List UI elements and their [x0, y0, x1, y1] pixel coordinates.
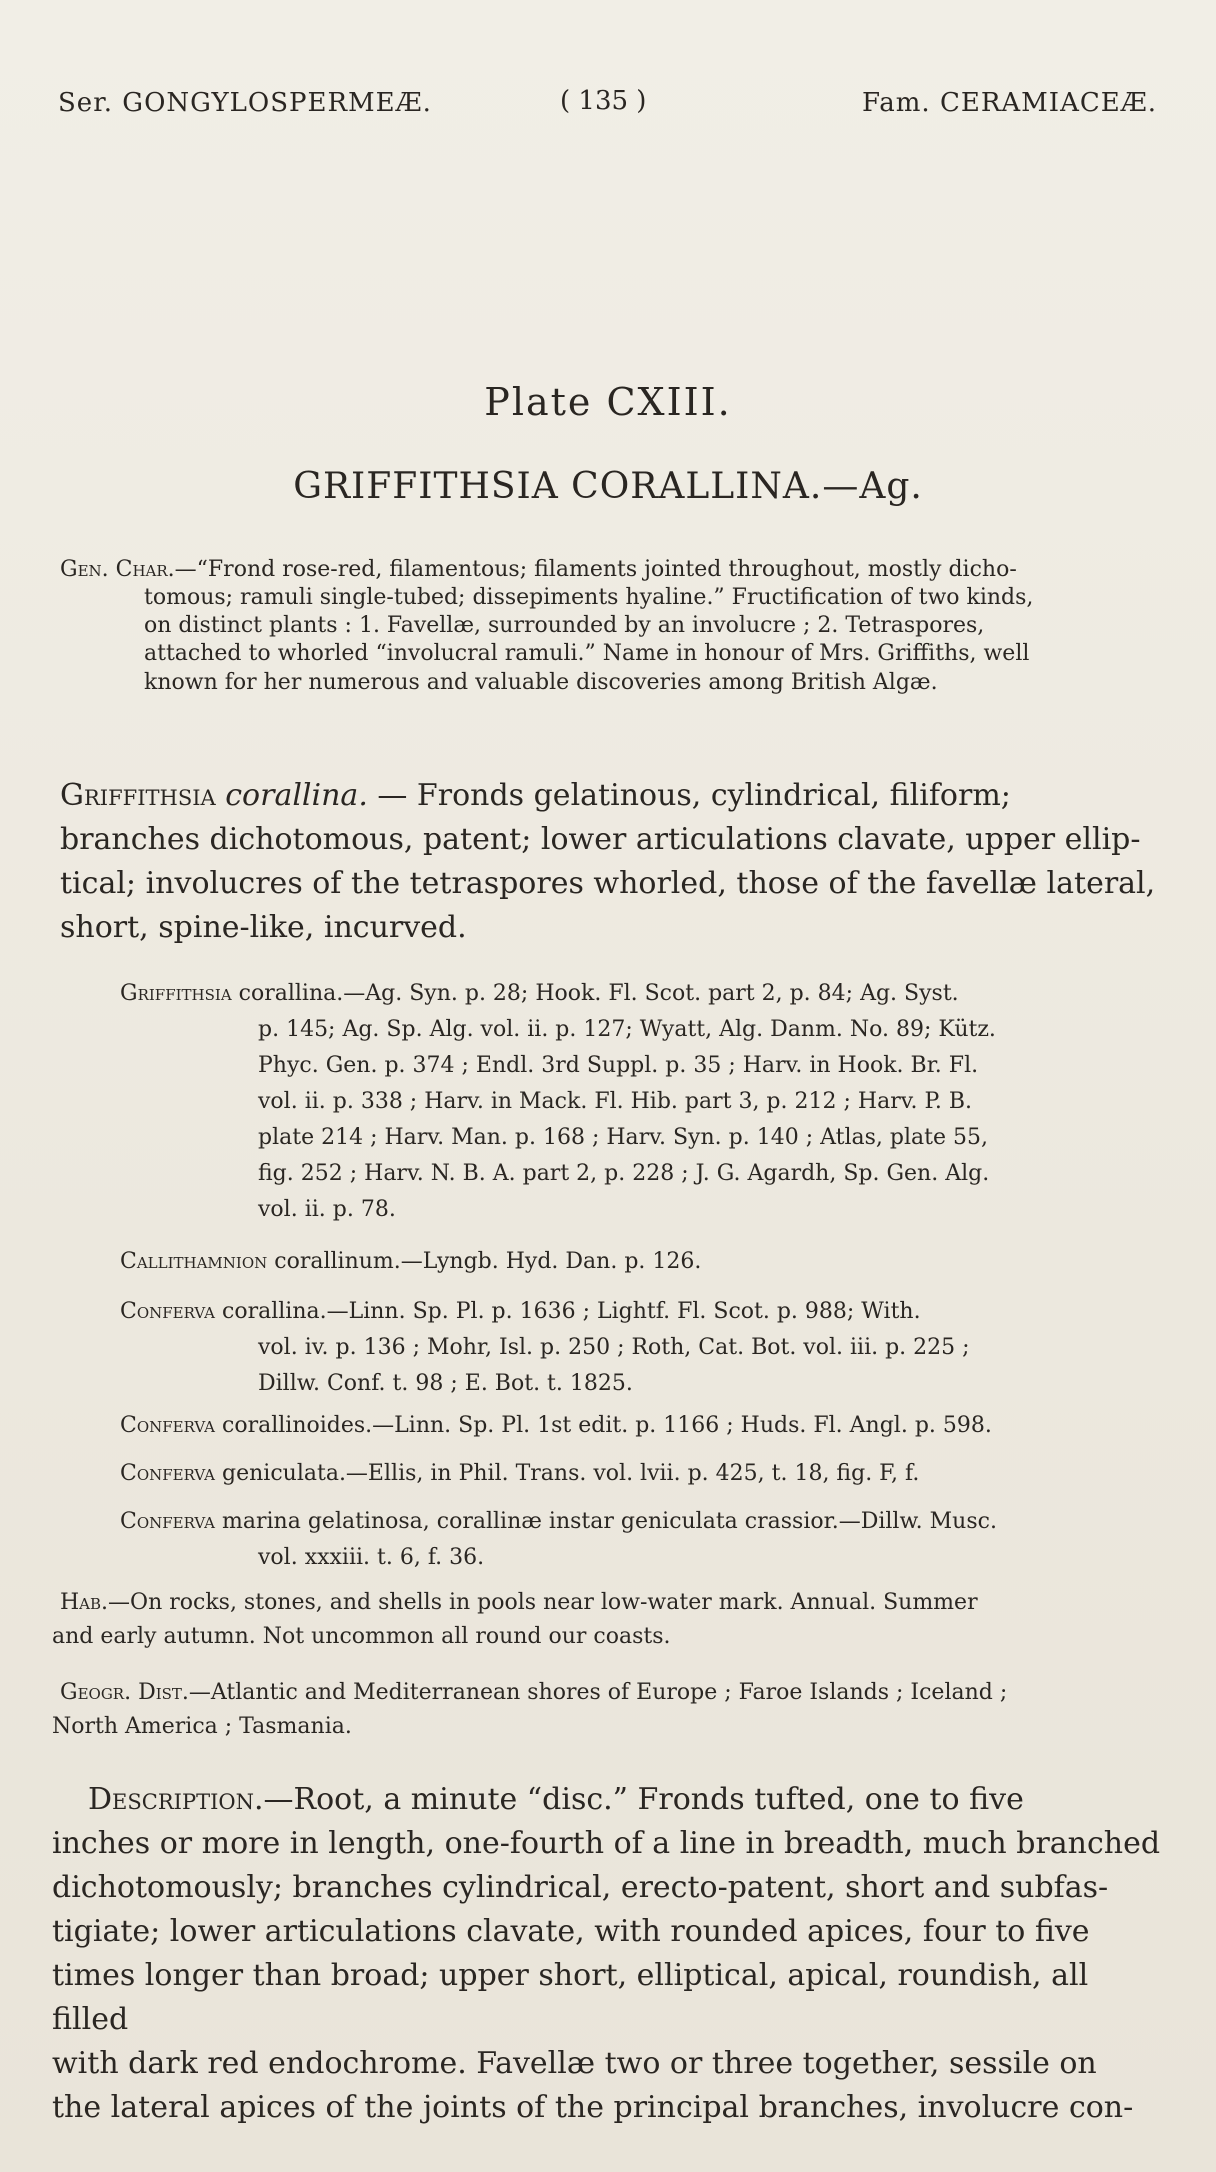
gen-char-label: Gen. Char.— — [60, 557, 197, 582]
gen-char-line-4: attached to whorled “involucral ramuli.” Name in honour of Mrs. Griffiths, well — [144, 641, 1030, 667]
synonym-genus: Conferva — [120, 1509, 216, 1534]
synonym-line: vol. xxxiii. t. 6, f. 36. — [258, 1545, 485, 1570]
diagnosis-genus: Griffithsia — [60, 778, 216, 813]
synonym-entry — [120, 1504, 1170, 1576]
geographic-distribution-paragraph — [52, 1676, 1162, 1744]
diagnosis-line-4: short, spine-like, incurved. — [60, 910, 467, 945]
synonym-line: corallina.—Ag. Syn. p. 28; Hook. Fl. Scot. part 2, p. 84; Ag. Syst. — [238, 981, 959, 1006]
page-number: ( 135 ) — [560, 86, 647, 116]
habitat-line-1: —On rocks, stones, and shells in pools near low-water mark. Annual. Summer — [108, 1590, 978, 1615]
description-line-3: dichotomously; branches cylindrical, erecto-patent, short and subfas- — [52, 1870, 1109, 1905]
habitat-label: Hab. — [60, 1590, 109, 1615]
synonym-line: vol. iv. p. 136 ; Mohr, Isl. p. 250 ; Roth, Cat. Bot. vol. iii. p. 225 ; — [258, 1335, 970, 1360]
synonym-line: marina gelatinosa, corallinæ instar geniculata crassior.—Dillw. Musc. — [222, 1509, 997, 1534]
description-line-2: inches or more in length, one-fourth of a line in breadth, much branched — [52, 1826, 1161, 1861]
geogr-line-2: North America ; Tasmania. — [52, 1714, 352, 1739]
synonym-genus: Conferva — [120, 1461, 216, 1486]
synonym-line: p. 145; Ag. Sp. Alg. vol. ii. p. 127; Wyatt, Alg. Danm. No. 89; Kütz. — [258, 1017, 996, 1042]
description-line-5: times longer than broad; upper short, elliptical, apical, roundish, all filled — [52, 1958, 1089, 2037]
synonym-line: geniculata.—Ellis, in Phil. Trans. vol. lvii. p. 425, t. 18, fig. F, f. — [222, 1461, 920, 1486]
gen-char-line-3: on distinct plants : 1. Favellæ, surrounded by an involucre ; 2. Tetraspores, — [144, 613, 985, 639]
synonym-genus: Callithamnion — [120, 1249, 268, 1274]
synonym-line: vol. ii. p. 78. — [258, 1197, 396, 1222]
gen-char-line-5: known for her numerous and valuable discoveries among British Algæ. — [144, 669, 938, 695]
habitat-paragraph — [52, 1586, 1162, 1654]
synonym-line: plate 214 ; Harv. Man. p. 168 ; Harv. Syn. p. 140 ; Atlas, plate 55, — [258, 1125, 988, 1150]
synonym-entry — [120, 1294, 1170, 1402]
diagnosis-line-2: branches dichotomous, patent; lower articulations clavate, upper ellip- — [60, 822, 1141, 857]
description-line-1: —Root, a minute “disc.” Fronds tufted, one to five — [263, 1782, 1024, 1817]
synonym-line: corallina.—Linn. Sp. Pl. p. 1636 ; Lightf. Fl. Scot. p. 988; With. — [222, 1299, 921, 1324]
synonym-line: Dillw. Conf. t. 98 ; E. Bot. t. 1825. — [258, 1371, 633, 1396]
synonym-genus: Griffithsia — [120, 981, 232, 1006]
synonym-entry — [120, 976, 1170, 1228]
gen-char-line-1: “Frond rose-red, filamentous; filaments jointed throughout, mostly dicho- — [196, 557, 1017, 582]
geogr-label: Geogr. Dist. — [60, 1680, 189, 1705]
description-paragraph — [52, 1778, 1162, 2130]
habitat-line-2: and early autumn. Not uncommon all round our coasts. — [52, 1624, 671, 1649]
synonym-genus: Conferva — [120, 1413, 216, 1438]
description-line-4: tigiate; lower articulations clavate, with rounded apices, four to five — [52, 1914, 1090, 1949]
plate-title: Plate CXIII. — [484, 380, 732, 424]
species-title: GRIFFITHSIA CORALLINA.—Ag. — [293, 466, 923, 507]
synonym-line: corallinum.—Lyngb. Hyd. Dan. p. 126. — [274, 1249, 702, 1274]
species-diagnosis-paragraph — [60, 774, 1160, 950]
diagnosis-line-1: — Fronds gelatinous, cylindrical, filiform; — [367, 778, 1011, 813]
gen-char-line-2: tomous; ramuli single-tubed; dissepiments hyaline.” Fructification of two kinds, — [144, 585, 1034, 611]
synonym-line: fig. 252 ; Harv. N. B. A. part 2, p. 228 ; J. G. Agardh, Sp. Gen. Alg. — [258, 1161, 990, 1186]
diagnosis-species: corallina. — [225, 778, 368, 813]
description-label: Description. — [88, 1782, 264, 1817]
synonym-line: corallinoides.—Linn. Sp. Pl. 1st edit. p. 1166 ; Huds. Fl. Angl. p. 598. — [222, 1413, 992, 1438]
running-header-family: Fam. CERAMIACEÆ. — [862, 88, 1158, 118]
synonym-entry — [120, 1456, 1170, 1492]
synonym-genus: Conferva — [120, 1299, 216, 1324]
synonym-entry — [120, 1244, 1170, 1280]
geogr-line-1: —Atlantic and Mediterranean shores of Europe ; Faroe Islands ; Iceland ; — [188, 1680, 1008, 1705]
description-line-6: with dark red endochrome. Favellæ two or three together, sessile on — [52, 2046, 1097, 2081]
genus-character-paragraph — [60, 556, 1160, 697]
description-line-7: the lateral apices of the joints of the principal branches, involucre con- — [52, 2090, 1134, 2125]
synonym-line: vol. ii. p. 338 ; Harv. in Mack. Fl. Hib. part 3, p. 212 ; Harv. P. B. — [258, 1089, 973, 1114]
diagnosis-line-3: tical; involucres of the tetraspores whorled, those of the favellæ lateral, — [60, 866, 1156, 901]
synonym-entry — [120, 1408, 1170, 1444]
synonym-line: Phyc. Gen. p. 374 ; Endl. 3rd Suppl. p. 35 ; Harv. in Hook. Br. Fl. — [258, 1053, 979, 1078]
running-header-series: Ser. GONGYLOSPERMEÆ. — [58, 88, 432, 118]
